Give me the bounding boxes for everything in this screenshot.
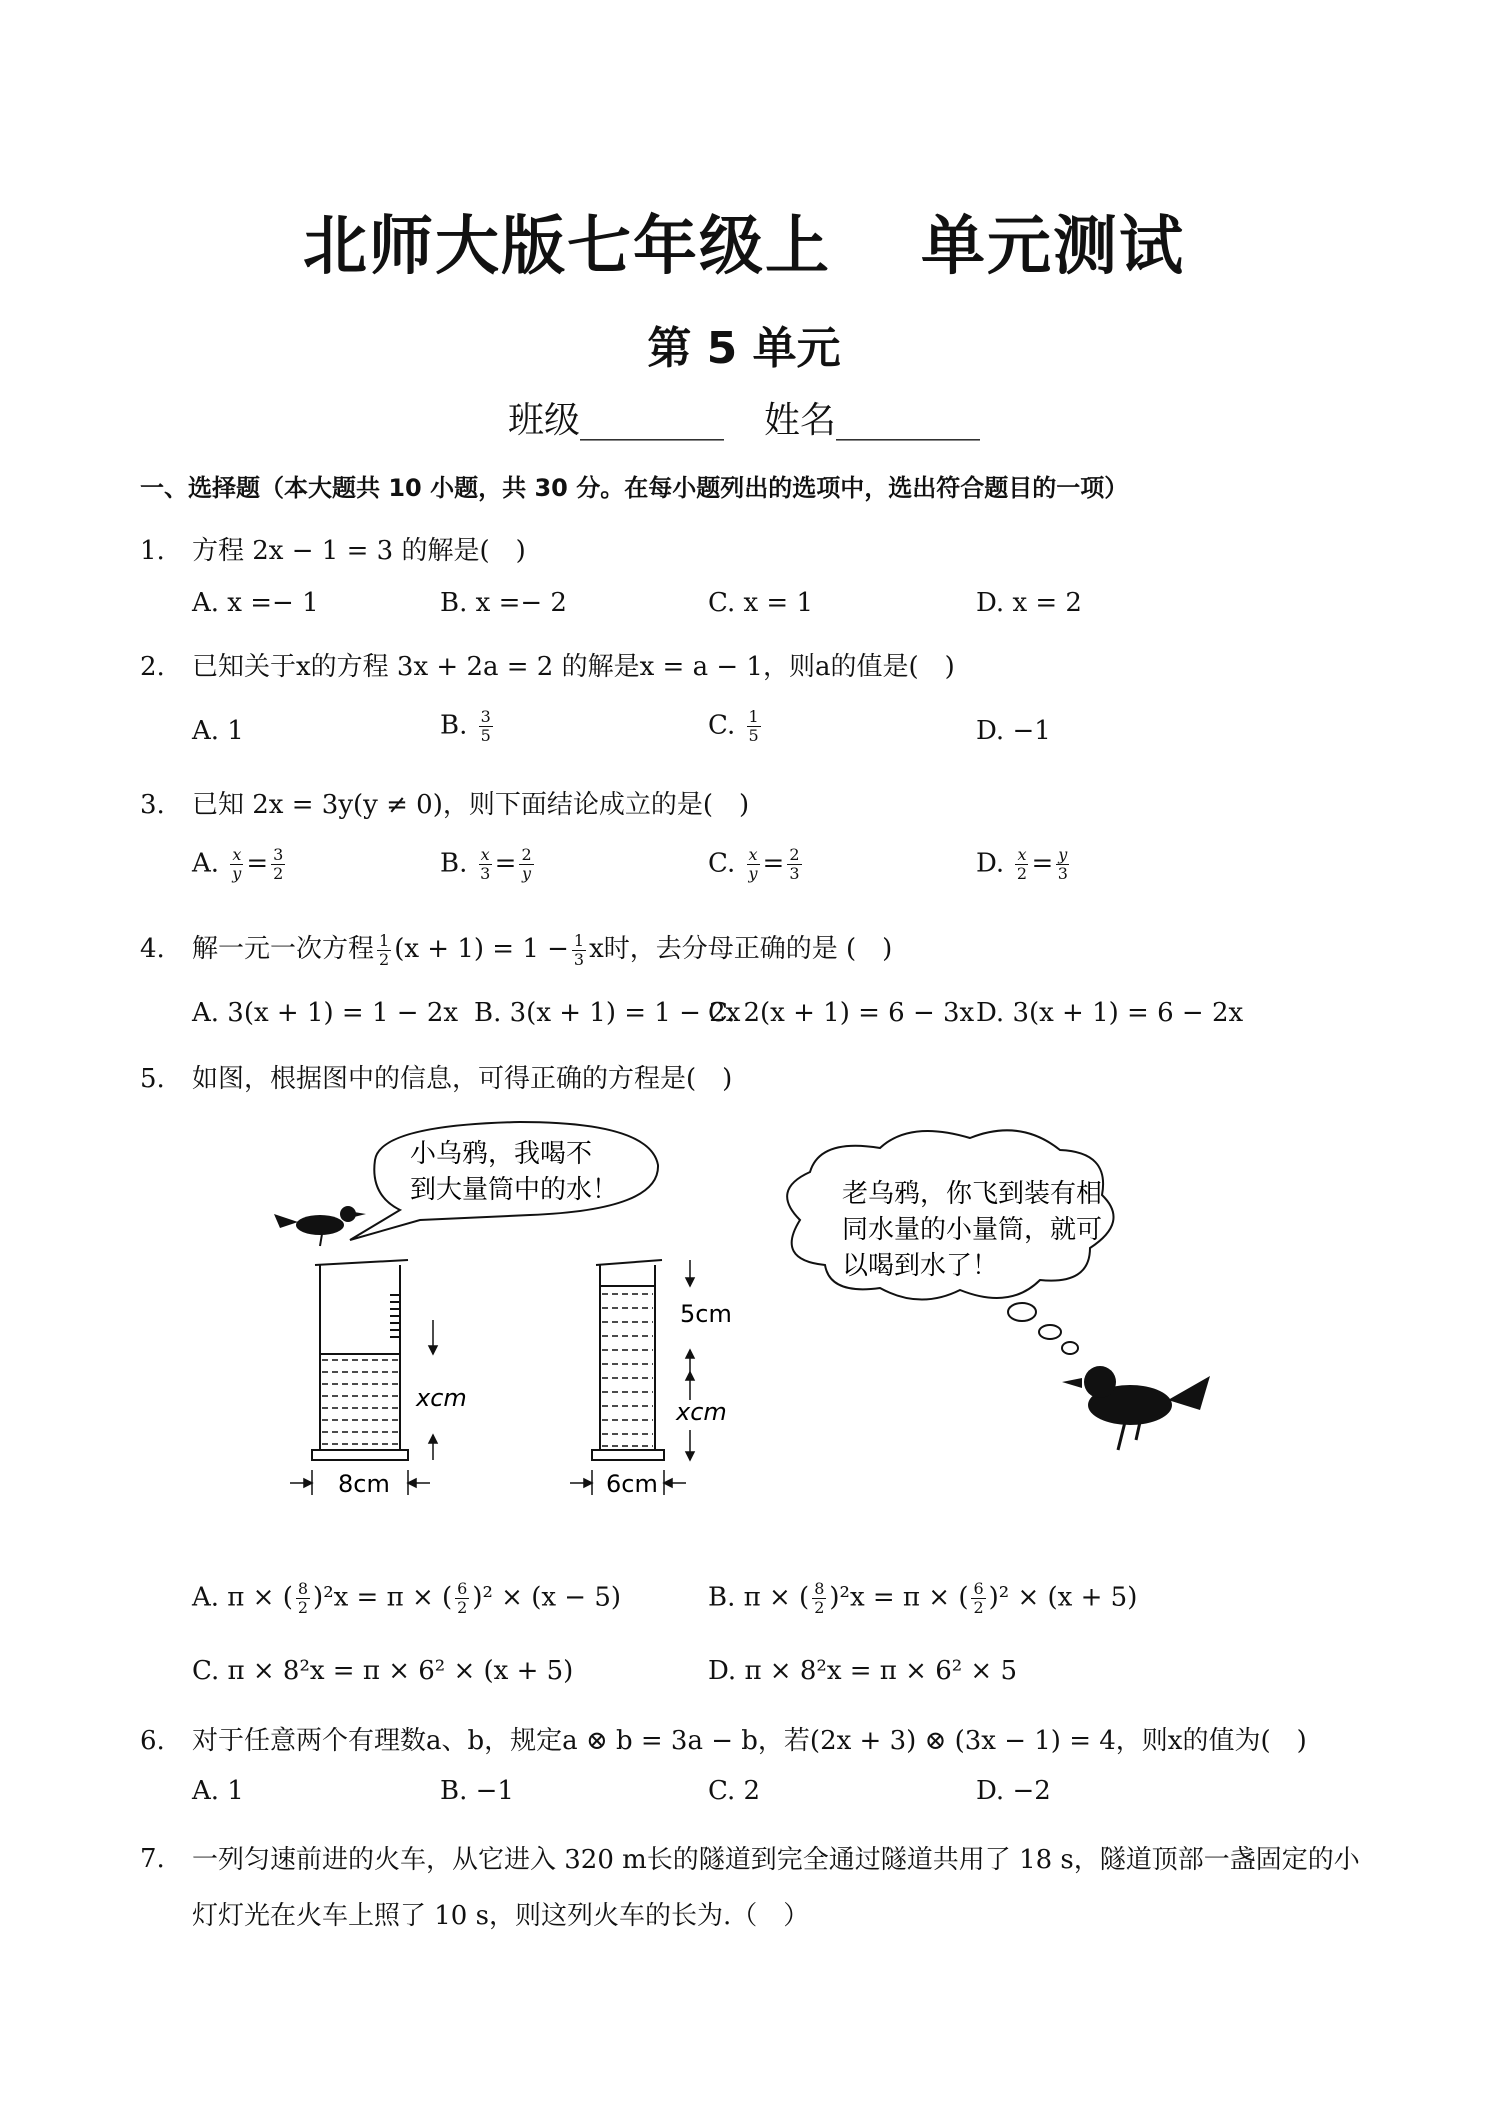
question-2: 2. 已知关于x的方程 3x + 2a = 2 的解是x = a − 1，则a的值是( ) [140, 652, 955, 682]
q2-option-a: A. 1 [192, 716, 244, 746]
bubble2-text-1: 老乌鸦，你飞到装有相 [842, 1179, 1103, 1209]
q5-option-c: C. π × 8²x = π × 6² × (x + 5) [192, 1656, 574, 1686]
question-4: 4. 解一元一次方程 $\frac{1}{2}$ (x + 1) = 1 − $\frac{1}{3}$ x时，去分母正确的是 ( ) [140, 930, 893, 969]
bubble2-text-3: 以喝到水了！ [842, 1251, 999, 1281]
question-7: 一列匀速前进的火车，从它进入 320 m长的隧道到完全通过隧道共用了 18 s，隧道顶部一盏固定的小灯灯光在火车上照了 10 s，则这列火车的长为.（ ） [192, 1845, 1360, 1931]
bubble1-text-2: 到大量筒中的水！ [410, 1175, 619, 1205]
unit-subtitle: 第 5 单元 [647, 323, 841, 374]
crow-large-icon [1062, 1366, 1210, 1450]
q6-option-d: D. −2 [976, 1776, 1051, 1806]
q1-option-a: A. x =− 1 [192, 588, 319, 618]
q4-option-d: D. 3(x + 1) = 6 − 2x [976, 998, 1244, 1028]
q2-option-d: D. −1 [976, 716, 1051, 746]
label-5cm: 5cm [680, 1300, 732, 1328]
q4-option-a: A. 3(x + 1) = 1 − 2x [192, 998, 459, 1028]
name-field: 姓名________ [764, 400, 981, 441]
label-6cm: 6cm [606, 1470, 658, 1498]
q5-option-b: B. π × ( $\frac{8}{2}$ )²x = π × ( $\frac{6}{2}$ )² × (x + 5) [708, 1579, 1138, 1617]
question-1: 1. 方程 2x − 1 = 3 的解是( ) [140, 536, 526, 566]
large-cylinder-water [322, 1360, 398, 1444]
question-3: 3. 已知 2x = 3y(y ≠ 0)，则下面结论成立的是( ) [140, 790, 750, 820]
bubble2-text-2: 同水量的小量筒，就可 [842, 1215, 1103, 1245]
fraction: $\frac{3}{5}$ [480, 707, 491, 745]
class-field: 班级________ [507, 400, 724, 441]
student-info-line [0, 392, 1488, 443]
page-title: 北师大版七年级上 单元测试 [303, 210, 1185, 284]
q6-option-b: B. −1 [440, 1776, 514, 1806]
q1-option-d: D. x = 2 [976, 588, 1082, 618]
q1-option-b: B. x =− 2 [440, 588, 567, 618]
q1-option-c: C. x = 1 [708, 588, 814, 618]
q4-option-c: C. 2(x + 1) = 6 − 3x [708, 998, 975, 1028]
q2-option-c: C. $\frac{1}{5}$ [708, 707, 759, 745]
q6-option-c: C. 2 [708, 1776, 761, 1806]
fraction: $\frac{1}{5}$ [748, 707, 759, 745]
bubble1-text-1: 小乌鸦，我喝不 [410, 1139, 593, 1169]
question-5: 5. 如图，根据图中的信息，可得正确的方程是( ) [140, 1064, 733, 1094]
q2-option-b: B. $\frac{3}{5}$ [440, 707, 491, 745]
section-heading: 一、选择题（本大题共 10 小题，共 30 分。在每小题列出的选项中，选出符合题目的一项） [140, 474, 1129, 502]
question-7-number: 7. [140, 1844, 165, 1874]
label-8cm: 8cm [338, 1470, 390, 1498]
q5-option-a: A. π × ( $\frac{8}{2}$ )²x = π × ( $\frac{6}{2}$ )² × (x − 5) [192, 1579, 622, 1617]
label-xcm-left: xcm [416, 1384, 467, 1412]
q3-option-b: B. $\frac{x}{3}$ = $\frac{2}{y}$ [440, 845, 532, 883]
crow-cylinder-figure [270, 1110, 1230, 1530]
small-cylinder-water [602, 1294, 653, 1446]
q4-option-b: B. 3(x + 1) = 1 − 2x [474, 998, 741, 1028]
label-xcm-right: xcm [676, 1398, 727, 1426]
q6-option-a: A. 1 [192, 1776, 244, 1806]
q3-option-d: D. $\frac{x}{2}$ = $\frac{y}{3}$ [976, 845, 1068, 883]
q3-option-a: A. $\frac{x}{y}$ = $\frac{3}{2}$ [192, 845, 284, 883]
q5-option-d: D. π × 8²x = π × 6² × 5 [708, 1656, 1018, 1686]
small-cylinder [592, 1260, 664, 1460]
question-6: 6. 对于任意两个有理数a、b，规定a ⊗ b = 3a − b，若(2x + 3) ⊗ (3x − 1) = 4，则x的值为( ) [140, 1726, 1307, 1756]
q3-option-c: C. $\frac{x}{y}$ = $\frac{2}{3}$ [708, 845, 800, 883]
